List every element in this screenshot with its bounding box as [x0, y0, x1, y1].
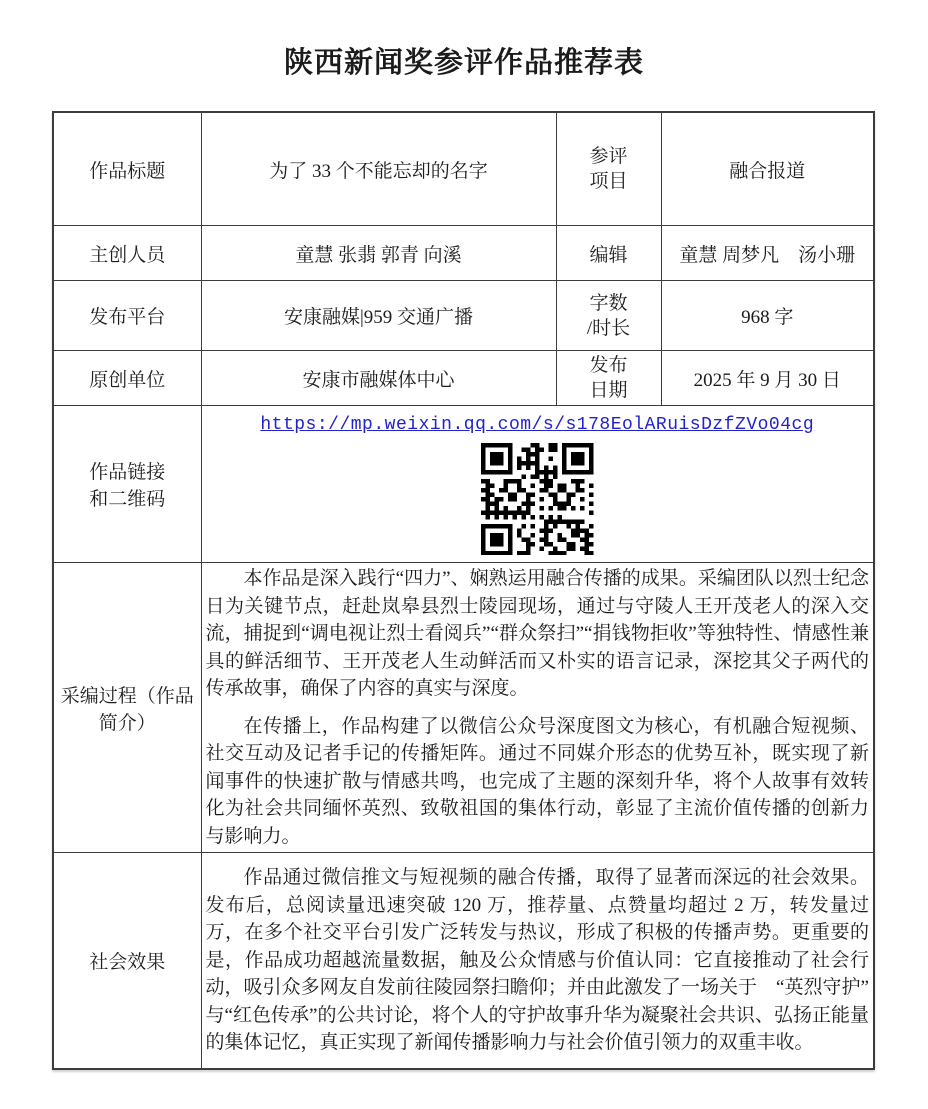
- field-label-work-title: 作品标题: [53, 112, 201, 226]
- social-effect-paragraph: 作品通过微信推文与短视频的融合传播，取得了显著而深远的社会效果。发布后，总阅读量迅速突破 120 万，推荐量、点赞量均超过 2 万，转发量过万，在多个社交平台引发广泛转发与热议，形成了积极的传播声势。更重要的是，作品成功超越流量数据，触及公众情感与价值认同：它直接推动了社会行动，吸引众多网友自发前往陵园祭扫瞻仰；并由此激发了一场关于 “英烈守护”与“红色传承”的公共讨论，将个人的守护故事升华为凝聚社会共识、弘扬正能量的集体记忆，真正实现了新闻传播影响力与社会价值引领力的双重丰收。: [205, 867, 869, 1054]
- field-value-platform: 安康融媒|959 交通广播: [201, 281, 556, 351]
- table-row: [53, 112, 874, 226]
- table-row: [53, 226, 874, 281]
- table-row: [53, 406, 874, 563]
- field-value-link-qr: [201, 406, 874, 563]
- field-label-origin-unit: 原创单位: [53, 351, 201, 406]
- field-value-wordcount: 968 字: [661, 281, 874, 351]
- field-value-social-effect: [201, 853, 874, 1070]
- recommendation-form-table: [52, 111, 875, 1070]
- field-value-editor: 童慧 周梦凡 汤小珊: [661, 226, 874, 281]
- process-paragraph-1: 本作品是深入践行“四力”、娴熟运用融合传播的成果。采编团队以烈士纪念日为关键节点，赶赴岚皋县烈士陵园现场，通过与守陵人王开茂老人的深入交流，捕捉到“调电视让烈士看阅兵”“群众祭扫”“捐钱物拒收”等独特性、情感性兼具的鲜活细节、王开茂老人生动鲜活而又朴实的语言记录，深挖其父子两代的传承故事，确保了内容的真实与深度。: [205, 568, 869, 699]
- link-qr-label-line1: 作品链接: [89, 462, 166, 483]
- entry-category-label-line2: 项目: [589, 171, 628, 192]
- field-label-entry-category: [556, 112, 661, 226]
- field-value-work-title: 为了 33 个不能忘却的名字: [201, 112, 556, 226]
- entry-category-label-line1: 参评: [589, 146, 628, 167]
- page: [0, 40, 928, 1109]
- wordcount-label-line1: 字数: [589, 292, 628, 314]
- qr-code: [481, 443, 594, 556]
- page-title: 陕西新闻奖参评作品推荐表: [283, 47, 644, 79]
- field-label-link-qr: [53, 406, 201, 563]
- field-label-publish-date: [556, 351, 661, 406]
- table-row: [53, 563, 874, 853]
- field-label-creators: 主创人员: [53, 226, 201, 281]
- field-label-wordcount: [556, 281, 661, 351]
- field-value-process: [201, 563, 874, 853]
- process-paragraph-2: 在传播上，作品构建了以微信公众号深度图文为核心，有机融合短视频、社交互动及记者手记的传播矩阵。通过不同媒介形态的优势互补，既实现了新闻事件的快速扩散与情感共鸣，也完成了主题的深刻升华，将个人故事有效转化为社会共同缅怀英烈、致敬祖国的集体行动，彰显了主流价值传播的创新力与影响力。: [205, 715, 869, 847]
- wordcount-label-line2: /时长: [586, 317, 631, 339]
- table-row: [53, 281, 874, 351]
- link-qr-label-line2: 和二维码: [89, 489, 166, 510]
- table-row: [53, 351, 874, 406]
- field-label-platform: 发布平台: [53, 281, 201, 351]
- publish-date-label-line1: 发布: [589, 355, 628, 376]
- field-label-social-effect: 社会效果: [53, 853, 201, 1070]
- table-row: [53, 853, 874, 1070]
- field-label-process: 采编过程（作品简介）: [53, 563, 201, 853]
- field-label-editor: 编辑: [556, 226, 661, 281]
- field-value-origin-unit: 安康市融媒体中心: [201, 351, 556, 406]
- field-value-publish-date: 2025 年 9 月 30 日: [661, 351, 874, 406]
- field-value-creators: 童慧 张翡 郭青 向溪: [201, 226, 556, 281]
- work-url-link[interactable]: https://mp.weixin.qq.com/s/s178EolARuisDzfZVo04cg: [260, 414, 815, 435]
- field-value-entry-category: 融合报道: [661, 112, 874, 226]
- publish-date-label-line2: 日期: [589, 380, 628, 401]
